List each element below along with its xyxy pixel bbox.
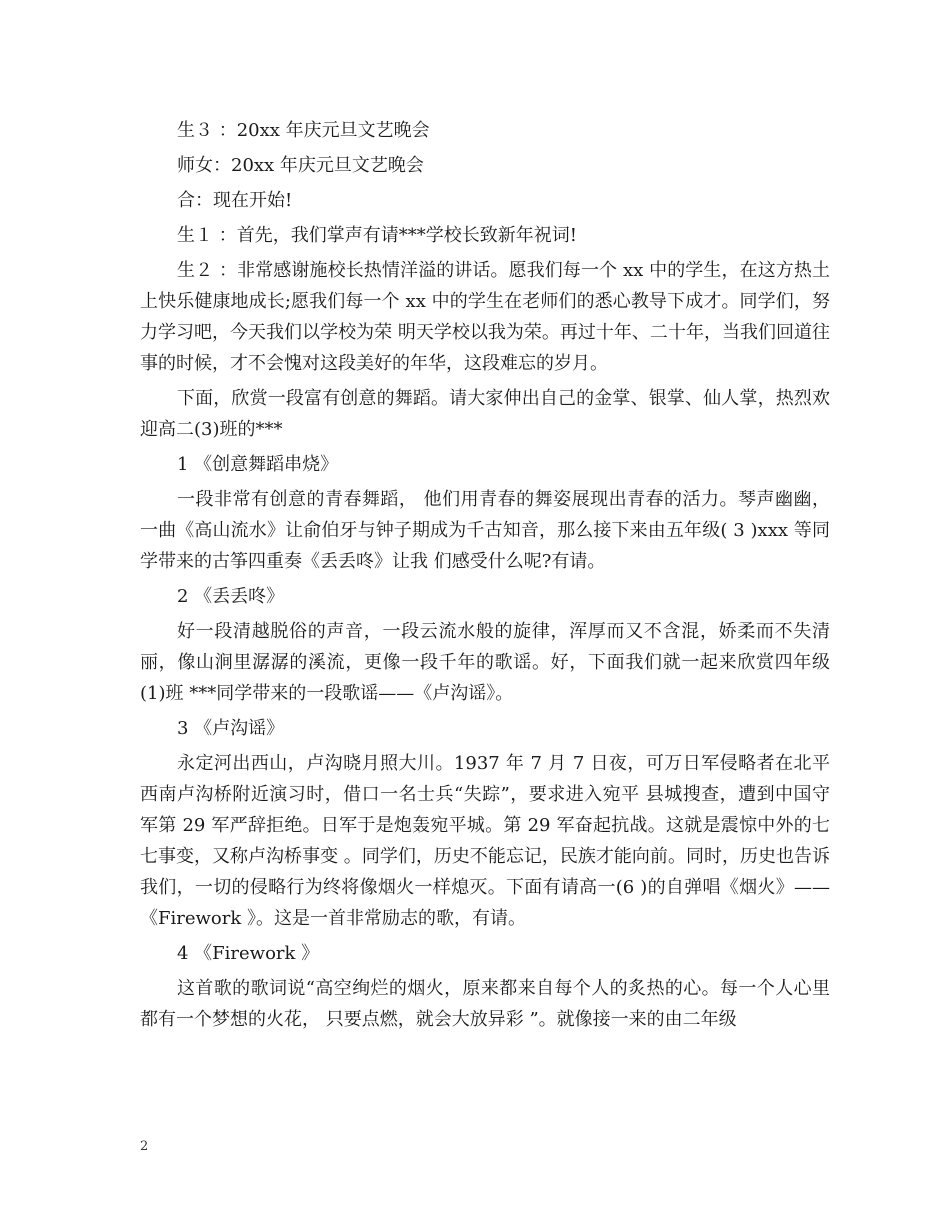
paragraph: 一段非常有创意的青春舞蹈， 他们用青春的舞姿展现出青春的活力。琴声幽幽，一曲《高山流水》让俞伯牙与钟子期成为千古知音，那么接下来由五年级( 3 )xxx 等同学带来的古筝四重奏《丢丢咚》让我 们感受什么呢?有请。 — [140, 489, 830, 572]
section-heading: 1 《创意舞蹈串烧》 — [177, 454, 339, 475]
section-heading: 2 《丢丢咚》 — [177, 586, 285, 607]
paragraph: 师女：20xx 年庆元旦文艺晚会 — [177, 155, 424, 176]
paragraph: 这首歌的歌词说“高空绚烂的烟火，原来都来自每个人的炙热的心。每一个人心里都有一个梦想的火花， 只要点燃，就会大放异彩 ”。就像接一来的由二年级 — [140, 978, 830, 1030]
section-heading: 3 《卢沟谣》 — [177, 718, 285, 739]
paragraph: 生２ ：非常感谢施校长热情洋溢的讲话。愿我们每一个 xx 中的学生，在这方热土上快乐健康地成长;愿我们每一个 xx 中的学生在老师们的悉心教导下成才。同学们，努力学习吧，今天我们以学校为荣 明天学校以我为荣。再过十年、二十年，当我们回道往事的时候，才不会愧对这段美好的年华，这段难忘的岁月。 — [140, 260, 830, 374]
paragraph: 下面，欣赏一段富有创意的舞蹈。请大家伸出自己的金掌、银掌、仙人掌，热烈欢迎高二(3)班的*** — [140, 388, 830, 440]
paragraph: 合：现在开始! — [177, 190, 293, 211]
paragraph: 永定河出西山，卢沟晓月照大川。1937 年 7 月 7 日夜，可万日军侵略者在北平西南卢沟桥附近演习时，借口一名士兵“失踪”，要求进入宛平 县城搜查，遭到中国守军第 29 军严辞拒绝。日军于是炮轰宛平城。第 29 军奋起抗战。这就是震惊中外的七七事变，又称卢沟桥事变 。同学们，历史不能忘记，民族才能向前。同时，历史也告诉我们，一切的侵略行为终将像烟火一样熄灭。下面有请高一(6 )的自弹唱《烟火》——《Firework 》。这是一首非常励志的歌，有请。 — [140, 753, 830, 929]
page-number: 2 — [140, 1139, 149, 1154]
paragraph: 生３ ：20xx 年庆元旦文艺晚会 — [177, 120, 430, 141]
section-heading: 4 《Firework 》 — [177, 943, 320, 964]
paragraph: 生１ ：首先，我们掌声有请***学校长致新年祝词! — [177, 225, 577, 246]
paragraph: 好一段清越脱俗的声音，一段云流水般的旋律，浑厚而又不含混，娇柔而不失清丽，像山涧里潺潺的溪流，更像一段千年的歌谣。好，下面我们就一起来欣赏四年级(1)班 ***同学带来的一段歌谣——《卢沟谣》。 — [140, 621, 830, 704]
document-body — [140, 115, 830, 1039]
